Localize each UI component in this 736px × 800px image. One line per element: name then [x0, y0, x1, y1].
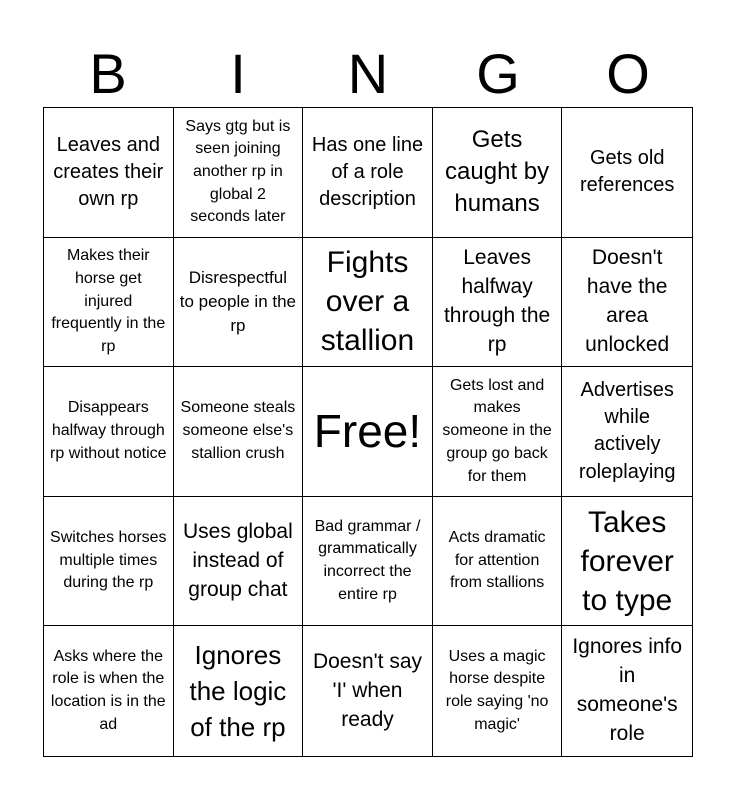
bingo-cell-text: Asks where the role is when the location is in the ad [50, 647, 166, 733]
bingo-cell[interactable] [303, 238, 433, 368]
bingo-cell[interactable] [303, 367, 433, 497]
bingo-cell-text: Acts dramatic for attention from stallions [448, 529, 546, 592]
bingo-cell-text: Uses global instead of group chat [183, 519, 293, 601]
bingo-cell[interactable] [562, 238, 692, 368]
bingo-cell[interactable] [174, 497, 304, 627]
bingo-cell[interactable] [562, 497, 692, 627]
bingo-cell[interactable] [433, 367, 563, 497]
bingo-cell[interactable] [433, 238, 563, 368]
bingo-cell[interactable] [303, 497, 433, 627]
bingo-title [43, 42, 693, 106]
bingo-cell[interactable] [44, 108, 174, 238]
bingo-cell-text: Doesn't have the area unlocked [585, 245, 670, 356]
bingo-cell-text: Fights over a stallion [320, 246, 415, 358]
bingo-cell[interactable] [44, 626, 174, 756]
bingo-cell-text: Advertises while actively roleplaying [578, 379, 676, 483]
bingo-cell[interactable] [433, 626, 563, 756]
bingo-cell-text: Gets lost and makes someone in the group go back for them [442, 376, 552, 485]
bingo-cell-text: Ignores the logic of the rp [189, 639, 287, 743]
bingo-cell-text: Leaves halfway through the rp [443, 245, 551, 356]
bingo-cell-text: Doesn't say 'I' when ready [312, 649, 423, 731]
title-letter-g: G [476, 42, 520, 105]
title-letter-o: O [606, 42, 650, 105]
title-letter-n: N [347, 42, 389, 105]
bingo-cell[interactable] [44, 238, 174, 368]
bingo-cell-text: Has one line of a role description [311, 133, 424, 210]
bingo-cell[interactable] [562, 626, 692, 756]
bingo-cell[interactable] [433, 497, 563, 627]
title-letter-i: I [230, 42, 246, 105]
bingo-cell-text: Disrespectful to people in the rp [179, 267, 297, 335]
bingo-cell[interactable] [44, 497, 174, 627]
title-letter-b: B [89, 42, 127, 105]
bingo-cell-text: Gets caught by humans [445, 126, 550, 218]
bingo-cell[interactable] [303, 108, 433, 238]
bingo-cell-text: Makes their horse get injured frequently in the rp [51, 247, 166, 355]
bingo-cell-text: Leaves and creates their own rp [53, 133, 164, 210]
bingo-cell-text: Gets old references [579, 147, 675, 197]
bingo-cell[interactable] [562, 367, 692, 497]
bingo-cell[interactable] [174, 626, 304, 756]
bingo-cell[interactable] [174, 238, 304, 368]
bingo-cell[interactable] [44, 367, 174, 497]
bingo-cell-text: Disappears halfway through rp without notice [50, 399, 167, 462]
bingo-cell-text: Ignores info in someone's role [572, 635, 683, 746]
bingo-cell-text: Switches horses multiple times during the rp [50, 529, 167, 592]
bingo-cell-text: Says gtg but is seen joining another rp in global 2 seconds later [185, 117, 291, 226]
bingo-cell-text: Free! [313, 404, 422, 457]
bingo-cell[interactable] [433, 108, 563, 238]
bingo-cell-text: Takes forever to type [580, 505, 674, 617]
bingo-cell-text: Someone steals someone else's stallion crush [180, 399, 296, 462]
bingo-cell[interactable] [174, 367, 304, 497]
bingo-card [43, 107, 693, 757]
bingo-cell-text: Uses a magic horse despite role saying 'no magic' [445, 647, 549, 733]
bingo-cell[interactable] [303, 626, 433, 756]
bingo-cell[interactable] [562, 108, 692, 238]
bingo-cell-text: Bad grammar / grammatically incorrect the entire rp [314, 517, 421, 603]
bingo-cell[interactable] [174, 108, 304, 238]
